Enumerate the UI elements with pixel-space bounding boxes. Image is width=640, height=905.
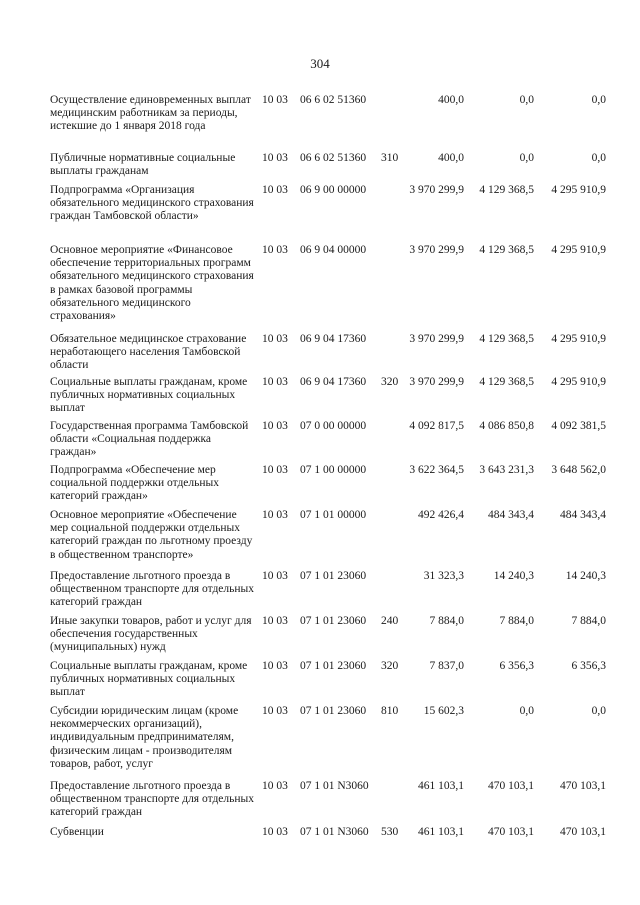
row-value-1: 3 970 299,9 — [409, 244, 464, 256]
row-value-2: 470 103,1 — [488, 826, 534, 838]
row-value-2: 0,0 — [519, 705, 534, 717]
row-name: Субвенции — [50, 826, 104, 838]
row-name: Субсидии юридическим лицам (кроме некоммерческих организаций), индивидуальным предпринимателям, физическим лицам - производителям товаров, работ, услуг — [50, 705, 239, 770]
row-value-3: 4 092 381,5 — [551, 420, 606, 432]
row-code: 07 1 00 00000 — [300, 464, 367, 476]
row-code: 06 6 02 51360 — [300, 152, 367, 164]
row-code: 07 1 01 23060 — [300, 660, 367, 672]
row-value-1: 7 884,0 — [429, 615, 464, 627]
row-value-1: 7 837,0 — [429, 660, 464, 672]
row-vr: 320 — [381, 376, 399, 388]
row-value-2: 4 129 368,5 — [479, 376, 534, 388]
row-value-1: 461 103,1 — [418, 780, 464, 792]
row-name: Иные закупки товаров, работ и услуг для обеспечения государственных (муниципальных) нужд — [50, 615, 252, 654]
row-code: 07 1 01 00000 — [300, 509, 367, 521]
row-section: 10 03 — [262, 780, 288, 792]
row-name: Обязательное медицинское страхование неработающего населения Тамбовской области — [50, 333, 247, 372]
row-section: 10 03 — [262, 376, 288, 388]
row-value-2: 0,0 — [519, 152, 534, 164]
row-section: 10 03 — [262, 94, 288, 106]
row-section: 10 03 — [262, 184, 288, 196]
row-value-3: 4 295 910,9 — [551, 244, 606, 256]
row-value-2: 4 129 368,5 — [479, 184, 534, 196]
row-section: 10 03 — [262, 244, 288, 256]
row-code: 06 9 04 17360 — [300, 333, 367, 345]
row-section: 10 03 — [262, 705, 288, 717]
row-section: 10 03 — [262, 464, 288, 476]
row-section: 10 03 — [262, 333, 288, 345]
row-code: 06 6 02 51360 — [300, 94, 367, 106]
row-value-2: 4 086 850,8 — [479, 420, 534, 432]
row-value-2: 484 343,4 — [488, 509, 534, 521]
row-name: Основное мероприятие «Финансовое обеспечение территориальных программ обязательного медицинского страхования в рамках базовой программы обязательного медицинского страхования» — [50, 244, 254, 323]
row-value-2: 4 129 368,5 — [479, 244, 534, 256]
row-value-2: 7 884,0 — [499, 615, 534, 627]
row-value-3: 0,0 — [591, 705, 606, 717]
row-value-3: 470 103,1 — [560, 780, 606, 792]
row-value-1: 15 602,3 — [423, 705, 464, 717]
row-section: 10 03 — [262, 615, 288, 627]
row-vr: 530 — [381, 826, 399, 838]
row-value-1: 492 426,4 — [418, 509, 464, 521]
row-code: 07 1 01 N3060 — [300, 826, 369, 838]
row-value-1: 400,0 — [438, 94, 464, 106]
row-name: Публичные нормативные социальные выплаты гражданам — [50, 152, 236, 178]
row-value-2: 0,0 — [519, 94, 534, 106]
row-value-3: 14 240,3 — [565, 570, 606, 582]
row-value-3: 4 295 910,9 — [551, 184, 606, 196]
row-name: Предоставление льготного проезда в общественном транспорте для отдельных категорий граждан — [50, 570, 255, 609]
row-value-3: 484 343,4 — [560, 509, 606, 521]
row-value-3: 6 356,3 — [571, 660, 606, 672]
row-name: Государственная программа Тамбовской области «Социальная поддержка граждан» — [50, 420, 249, 459]
row-value-2: 3 643 231,3 — [479, 464, 534, 476]
row-code: 06 9 04 00000 — [300, 244, 367, 256]
row-vr: 240 — [381, 615, 399, 627]
row-value-1: 4 092 817,5 — [409, 420, 464, 432]
row-value-2: 14 240,3 — [493, 570, 534, 582]
row-value-3: 7 884,0 — [571, 615, 606, 627]
row-section: 10 03 — [262, 570, 288, 582]
row-value-3: 0,0 — [591, 94, 606, 106]
row-name: Осуществление единовременных выплат медицинским работникам за периоды, истекшие до 1 января 2018 года — [50, 94, 251, 133]
row-code: 07 1 01 N3060 — [300, 780, 369, 792]
row-name: Основное мероприятие «Обеспечение мер социальной поддержки отдельных категорий граждан по льготному проезду в общественном транспорте» — [50, 509, 253, 561]
row-value-1: 3 622 364,5 — [409, 464, 464, 476]
row-vr: 810 — [381, 705, 399, 717]
row-section: 10 03 — [262, 152, 288, 164]
row-name: Социальные выплаты гражданам, кроме публичных нормативных социальных выплат — [50, 660, 248, 699]
row-value-2: 6 356,3 — [499, 660, 534, 672]
row-code: 07 1 01 23060 — [300, 705, 367, 717]
row-value-3: 4 295 910,9 — [551, 333, 606, 345]
row-code: 07 0 00 00000 — [300, 420, 367, 432]
row-value-1: 3 970 299,9 — [409, 333, 464, 345]
row-value-1: 3 970 299,9 — [409, 184, 464, 196]
row-value-3: 4 295 910,9 — [551, 376, 606, 388]
row-value-3: 0,0 — [591, 152, 606, 164]
row-code: 07 1 01 23060 — [300, 615, 367, 627]
row-section: 10 03 — [262, 660, 288, 672]
row-name: Предоставление льготного проезда в общественном транспорте для отдельных категорий граждан — [50, 780, 255, 819]
row-section: 10 03 — [262, 420, 288, 432]
row-value-2: 470 103,1 — [488, 780, 534, 792]
row-value-1: 31 323,3 — [423, 570, 464, 582]
row-value-3: 470 103,1 — [560, 826, 606, 838]
row-code: 06 9 00 00000 — [300, 184, 367, 196]
row-value-1: 3 970 299,9 — [409, 376, 464, 388]
row-value-1: 461 103,1 — [418, 826, 464, 838]
page-number: 304 — [310, 56, 330, 71]
row-section: 10 03 — [262, 509, 288, 521]
row-vr: 320 — [381, 660, 399, 672]
row-value-1: 400,0 — [438, 152, 464, 164]
row-section: 10 03 — [262, 826, 288, 838]
row-name: Социальные выплаты гражданам, кроме публичных нормативных социальных выплат — [50, 376, 248, 415]
row-code: 07 1 01 23060 — [300, 570, 367, 582]
row-code: 06 9 04 17360 — [300, 376, 367, 388]
row-value-3: 3 648 562,0 — [551, 464, 606, 476]
row-name: Подпрограмма «Обеспечение мер социальной поддержки отдельных категорий граждан» — [50, 464, 220, 503]
row-name: Подпрограмма «Организация обязательного медицинского страхования граждан Тамбовской области» — [50, 184, 254, 223]
row-value-2: 4 129 368,5 — [479, 333, 534, 345]
row-vr: 310 — [381, 152, 399, 164]
